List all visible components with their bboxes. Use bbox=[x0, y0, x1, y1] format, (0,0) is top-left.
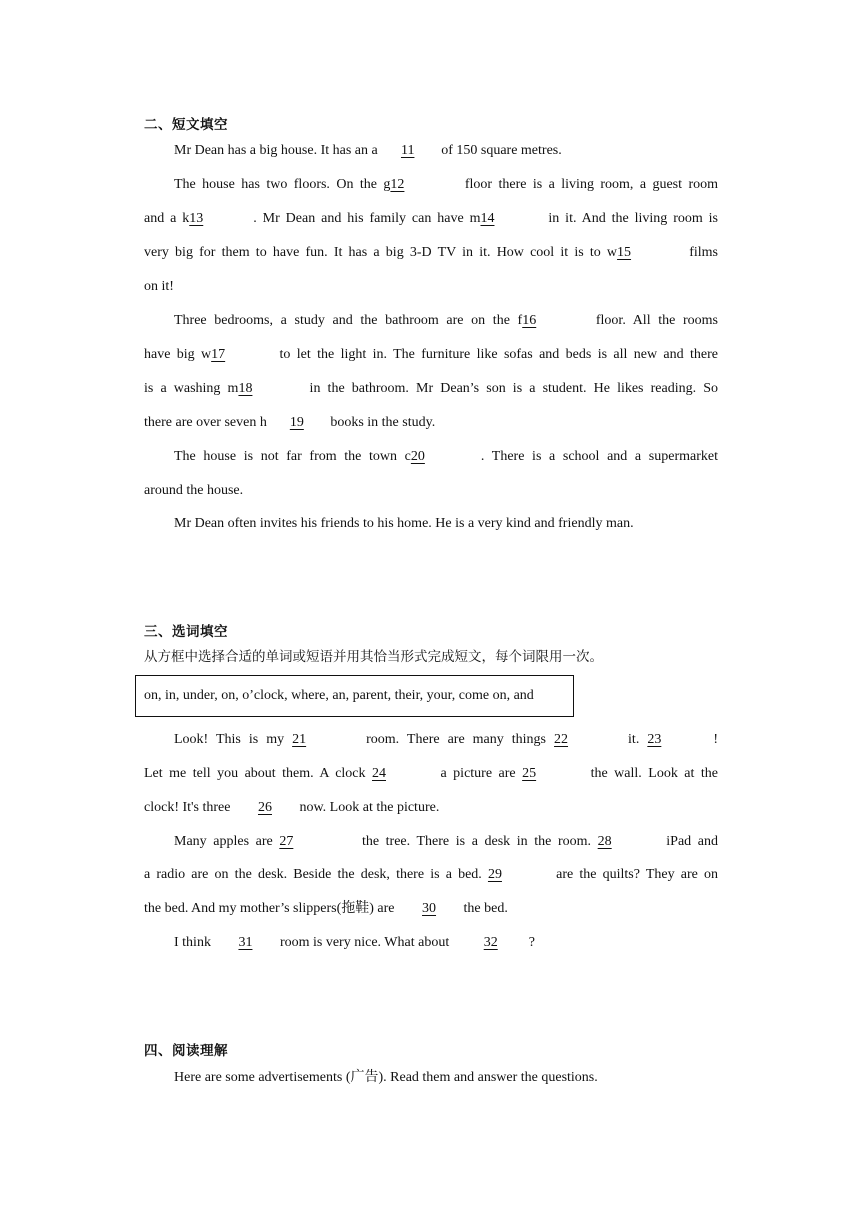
blank-25[interactable]: 25 bbox=[522, 766, 537, 781]
s3-line-1: Look! This is my 21 room. There are many things 22 it. 23 ! bbox=[174, 732, 718, 747]
s2-line-6: Three bedrooms, a study and the bathroom are on the f16 floor. All the rooms bbox=[174, 313, 718, 328]
blank-29[interactable]: 29 bbox=[487, 867, 502, 882]
blank-15[interactable]: 15 bbox=[617, 245, 632, 260]
s2-line-9: there are over seven h 19 books in the study. bbox=[144, 415, 436, 430]
s3-line-6: the bed. And my mother’s slippers(拖鞋) are 30 the bed. bbox=[144, 901, 508, 916]
s2-line-12: Mr Dean often invites his friends to his home. He is a very kind and friendly man. bbox=[174, 516, 634, 531]
section3-title: 三、选词填空 bbox=[144, 624, 228, 640]
s2-line-5: on it! bbox=[144, 279, 174, 294]
s2-line-7: have big w17 to let the light in. The furniture like sofas and beds is all new and there bbox=[144, 347, 718, 362]
blank-24[interactable]: 24 bbox=[372, 766, 386, 781]
section4-title: 四、阅读理解 bbox=[144, 1043, 228, 1059]
blank-19[interactable]: 19 bbox=[289, 415, 304, 430]
blank-27[interactable]: 27 bbox=[279, 834, 294, 849]
s3-line-5: a radio are on the desk. Beside the desk, there is a bed. 29 are the quilts? They are on bbox=[144, 867, 718, 882]
section2-title: 二、短文填空 bbox=[144, 117, 228, 133]
s2-line-10: The house is not far from the town c20 . There is a school and a supermarket bbox=[174, 449, 718, 464]
blank-31[interactable]: 31 bbox=[238, 935, 253, 950]
blank-30[interactable]: 30 bbox=[422, 901, 437, 916]
section3-instruction: 从方框中选择合适的单词或短语并用其恰当形式完成短文，每个词限用一次。 bbox=[144, 649, 603, 665]
blank-22[interactable]: 22 bbox=[554, 732, 569, 747]
blank-11[interactable]: 11 bbox=[400, 143, 415, 158]
s2-line-2: The house has two floors. On the g12 floor there is a living room, a guest room bbox=[174, 177, 718, 192]
blank-26[interactable]: 26 bbox=[257, 800, 272, 815]
s3-line-7: I think 31 room is very nice. What about 32 ? bbox=[174, 935, 535, 950]
s3-line-3: clock! It's three 26 now. Look at the picture. bbox=[144, 800, 440, 815]
s2-line-8: is a washing m18 in the bathroom. Mr Dean’s son is a student. He likes reading. So bbox=[144, 381, 718, 396]
s3-line-2: Let me tell you about them. A clock 24 a picture are 25 the wall. Look at the bbox=[144, 766, 718, 781]
s3-line-4: Many apples are 27 the tree. There is a desk in the room. 28 iPad and bbox=[174, 834, 718, 849]
blank-21[interactable]: 21 bbox=[292, 732, 307, 747]
s2-line-4: very big for them to have fun. It has a big 3-D TV in it. How cool it is to w15 films bbox=[144, 245, 719, 260]
blank-20[interactable]: 20 bbox=[410, 449, 425, 464]
word-box: on, in, under, on, o’clock, where, an, parent, their, your, come on, and bbox=[135, 675, 574, 717]
blank-12[interactable]: 12 bbox=[390, 177, 405, 192]
blank-28[interactable]: 28 bbox=[597, 834, 612, 849]
blank-32[interactable]: 32 bbox=[483, 935, 498, 950]
blank-13[interactable]: 13 bbox=[189, 211, 204, 226]
blank-17[interactable]: 17 bbox=[211, 347, 226, 362]
s2-line-3: and a k13 . Mr Dean and his family can have m14 in it. And the living room is bbox=[144, 211, 718, 226]
s2-line-1: Mr Dean has a big house. It has an a 11 of 150 square metres. bbox=[174, 143, 562, 158]
blank-18[interactable]: 18 bbox=[238, 381, 253, 396]
s4-line-1: Here are some advertisements (广告). Read them and answer the questions. bbox=[174, 1070, 598, 1085]
blank-14[interactable]: 14 bbox=[480, 211, 495, 226]
blank-23[interactable]: 23 bbox=[647, 732, 662, 747]
blank-16[interactable]: 16 bbox=[522, 313, 537, 328]
s2-line-11: around the house. bbox=[144, 483, 244, 498]
